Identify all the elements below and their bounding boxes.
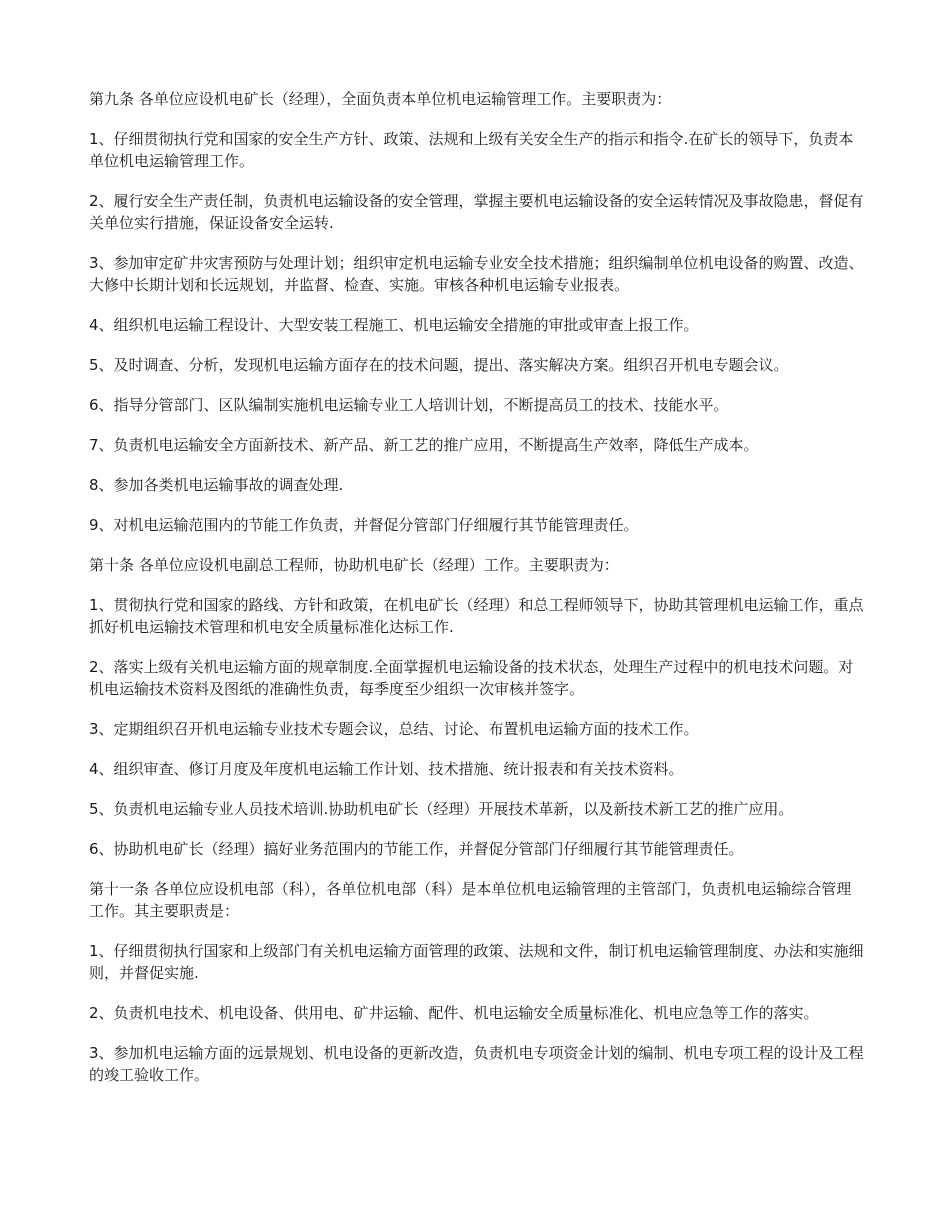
article-10-item-3: 3、定期组织召开机电运输专业技术专题会议，总结、讨论、布置机电运输方面的技术工作。 (89, 720, 699, 738)
article-10-item-5: 5、负责机电运输专业人员技术培训.协助机电矿长（经理）开展技术革新，以及新技术新工艺的推广应用。 (89, 800, 794, 818)
article-9-item-6: 6、指导分管部门、区队编制实施机电运输专业工人培训计划，不断提高员工的技术、技能水平。 (89, 396, 729, 414)
article-9-item-2: 2、履行安全生产责任制，负责机电运输设备的安全管理，掌握主要机电运输设备的安全运转情况及事故隐患，督促有关单位实行措施，保证设备安全运转. (89, 192, 864, 232)
article-10-item-6: 6、协助机电矿长（经理）搞好业务范围内的节能工作，并督促分管部门仔细履行其节能管理责任。 (89, 840, 744, 858)
article-10-item-4: 4、组织审查、修订月度及年度机电运输工作计划、技术措施、统计报表和有关技术资料。 (89, 760, 684, 778)
article-9-item-1: 1、仔细贯彻执行党和国家的安全生产方针、政策、法规和上级有关安全生产的指示和指令.在矿长的领导下，负责本单位机电运输管理工作。 (89, 130, 854, 170)
article-9-item-7: 7、负责机电运输安全方面新技术、新产品、新工艺的推广应用，不断提高生产效率，降低生产成本。 (89, 436, 759, 454)
article-10-item-1: 1、贯彻执行党和国家的路线、方针和政策，在机电矿长（经理）和总工程师领导下，协助其管理机电运输工作，重点抓好机电运输技术管理和机电安全质量标准化达标工作. (89, 596, 864, 636)
document-page (89, 88, 864, 1104)
article-9-item-5: 5、及时调查、分析，发现机电运输方面存在的技术问题，提出、落实解决方案。组织召开机电专题会议。 (89, 356, 789, 374)
article-10-heading: 第十条 各单位应设机电副总工程师，协助机电矿长（经理）工作。主要职责为： (89, 556, 619, 574)
article-9-heading: 第九条 各单位应设机电矿长（经理），全面负责本单位机电运输管理工作。主要职责为： (89, 90, 672, 108)
article-11-item-2: 2、负责机电技术、机电设备、供用电、矿井运输、配件、机电运输安全质量标准化、机电应急等工作的落实。 (89, 1004, 819, 1022)
article-11-heading: 第十一条 各单位应设机电部（科），各单位机电部（科）是本单位机电运输管理的主管部门，负责机电运输综合管理工作。其主要职责是： (89, 880, 852, 920)
article-11-item-1: 1、仔细贯彻执行国家和上级部门有关机电运输方面管理的政策、法规和文件，制订机电运输管理制度、办法和实施细则，并督促实施. (89, 942, 864, 982)
article-10-item-2: 2、落实上级有关机电运输方面的规章制度.全面掌握机电运输设备的技术状态，处理生产过程中的机电技术问题。对机电运输技术资料及图纸的准确性负责，每季度至少组织一次审核并签字。 (89, 658, 854, 698)
article-9-item-3: 3、参加审定矿井灾害预防与处理计划；组织审定机电运输专业安全技术措施；组织编制单位机电设备的购置、改造、大修中长期计划和长远规划，并监督、检查、实施。审核各种机电运输专业报表。 (89, 254, 864, 294)
article-11-item-3: 3、参加机电运输方面的远景规划、机电设备的更新改造，负责机电专项资金计划的编制、机电专项工程的设计及工程的竣工验收工作。 (89, 1044, 864, 1084)
article-9-item-4: 4、组织机电运输工程设计、大型安装工程施工、机电运输安全措施的审批或审查上报工作。 (89, 316, 699, 334)
article-9-item-9: 9、对机电运输范围内的节能工作负责，并督促分管部门仔细履行其节能管理责任。 (89, 516, 639, 534)
article-9-item-8: 8、参加各类机电运输事故的调查处理. (89, 476, 344, 494)
